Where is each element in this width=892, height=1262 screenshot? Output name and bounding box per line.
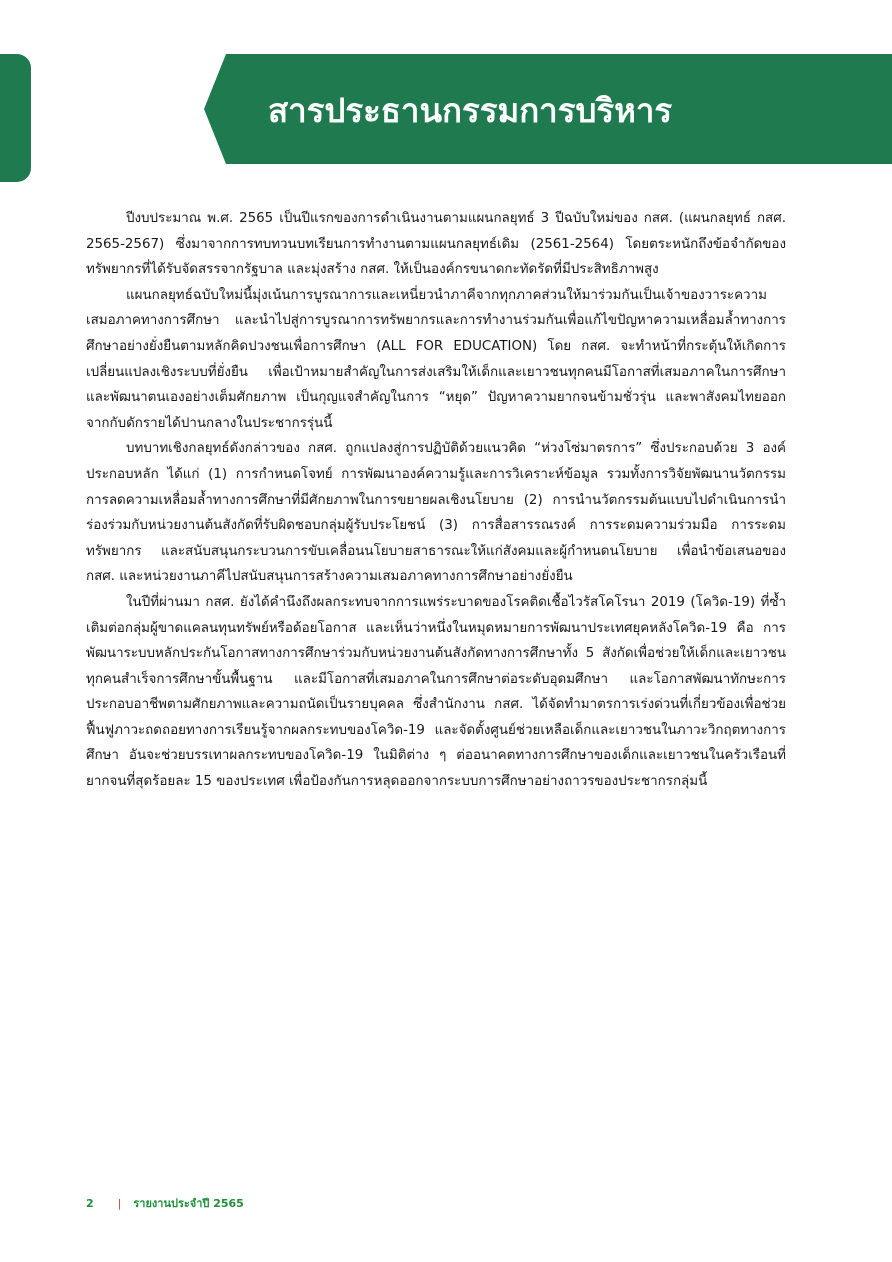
report-title: รายงานประจำปี 2565 <box>133 1197 244 1210</box>
paragraph-3: บทบาทเชิงกลยุทธ์ดังกล่าวของ กสศ. ถูกแปลงสู่การปฏิบัติด้วยแนวคิด “ห่วงโซ่มาตรการ” ซึ่งประกอบด้วย 3 องค์ประกอบหลัก ได้แก่ (1) การกำหนดโจทย์ การพัฒนาองค์ความรู้และการวิเคราะห์ข้อมูล รวมทั้งการวิจัยพัฒนานวัตกรรมการลดความเหลื่อมล้ำทางการศึกษาที่มีศักยภาพในการขยายผลเชิงนโยบาย (2) การนำนวัตกรรมต้นแบบไปดำเนินการนำร่องร่วมกับหน่วยงานต้นสังกัดที่รับผิดชอบกลุ่มผู้รับประโยชน์ (3) การสื่อสารรณรงค์ การระดมความร่วมมือ การระดมทรัพยากร และสนับสนุนกระบวนการขับเคลื่อนนโยบายสาธารณะให้แก่สังคมและผู้กำหนดนโยบาย เพื่อนำข้อเสนอของ กสศ. และหน่วยงานภาคีไปสนับสนุนการสร้างความเสมอภาคทางการศึกษาอย่างยั่งยืน <box>86 441 786 585</box>
footer-separator: | <box>117 1197 122 1210</box>
body-text <box>86 206 786 795</box>
left-edge-tab <box>0 54 31 182</box>
page-number: 2 <box>86 1197 94 1210</box>
page-title: สารประธานกรรมการบริหาร <box>268 91 673 130</box>
page-footer <box>86 1194 244 1212</box>
paragraph-1: ปีงบประมาณ พ.ศ. 2565 เป็นปีแรกของการดำเนินงานตามแผนกลยุทธ์ 3 ปีฉบับใหม่ของ กสศ. (แผนกลยุทธ์ กสศ. 2565-2567) ซึ่งมาจากการทบทวนบทเรียนการทำงานตามแผนกลยุทธ์เดิม (2561-2564) โดยตระหนักถึงข้อจำกัดของทรัพยากรที่ได้รับจัดสรรจากรัฐบาล และมุ่งสร้าง กสศ. ให้เป็นองค์กรขนาดกะทัดรัดที่มีประสิทธิภาพสูง <box>86 211 786 278</box>
paragraph-4: ในปีที่ผ่านมา กสศ. ยังได้คำนึงถึงผลกระทบจากการแพร่ระบาดของโรคติดเชื้อไวรัสโคโรนา 2019 (โควิด-19) ที่ซ้ำเติมต่อกลุ่มผู้ขาดแคลนทุนทรัพย์หรือด้อยโอกาส และเห็นว่าหนึ่งในหมุดหมายการพัฒนาประเทศยุคหลังโควิด-19 คือ การพัฒนาระบบหลักประกันโอกาสทางการศึกษาร่วมกับหน่วยงานต้นสังกัดทางการศึกษาทั้ง 5 สังกัดเพื่อช่วยให้เด็กและเยาวชนทุกคนสำเร็จการศึกษาขั้นพื้นฐาน และมีโอกาสที่เสมอภาคในการศึกษาต่อระดับอุดมศึกษา และโอกาสพัฒนาทักษะการประกอบอาชีพตามศักยภาพและความถนัดเป็นรายบุคคล ซึ่งสำนักงาน กสศ. ได้จัดทำมาตรการเร่งด่วนที่เกี่ยวข้องเพื่อช่วยฟื้นฟูภาวะถดถอยทางการเรียนรู้จากผลกระทบของโควิด-19 และจัดตั้งศูนย์ช่วยเหลือเด็กและเยาวชนในภาวะวิกฤตทางการศึกษา อันจะช่วยบรรเทาผลกระทบของโควิด-19 ในมิติต่าง ๆ ต่ออนาคตทางการศึกษาของเด็กและเยาวชนในครัวเรือนที่ยากจนที่สุดร้อยละ 15 ของประเทศ เพื่อป้องกันการหลุดออกจากระบบการศึกษาอย่างถาวรของประชากรกลุ่มนี้ <box>86 594 786 790</box>
paragraph-2: แผนกลยุทธ์ฉบับใหม่นี้มุ่งเน้นการบูรณาการและเหนี่ยวนำภาคีจากทุกภาคส่วนให้มาร่วมกันเป็นเจ้าของวาระความเสมอภาคทางการศึกษา และนำไปสู่การบูรณาการทรัพยากรและการทำงานร่วมกันเพื่อแก้ไขปัญหาความเหลื่อมล้ำทางการศึกษาอย่างยั่งยืนตามหลักคิดปวงชนเพื่อการศึกษา (ALL FOR EDUCATION) โดย กสศ. จะทำหน้าที่กระตุ้นให้เกิดการเปลี่ยนแปลงเชิงระบบที่ยั่งยืน เพื่อเป้าหมายสำคัญในการส่งเสริมให้เด็กและเยาวชนทุกคนมีโอกาสที่เสมอภาคในการศึกษาและพัฒนาตนเองอย่างเต็มศักยภาพ เป็นกุญแจสำคัญในการ “หยุด” ปัญหาความยากจนข้ามชั่วรุ่น และพาสังคมไทยออกจากกับดักรายได้ปานกลางในประชากรรุ่นนี้ <box>86 287 786 431</box>
